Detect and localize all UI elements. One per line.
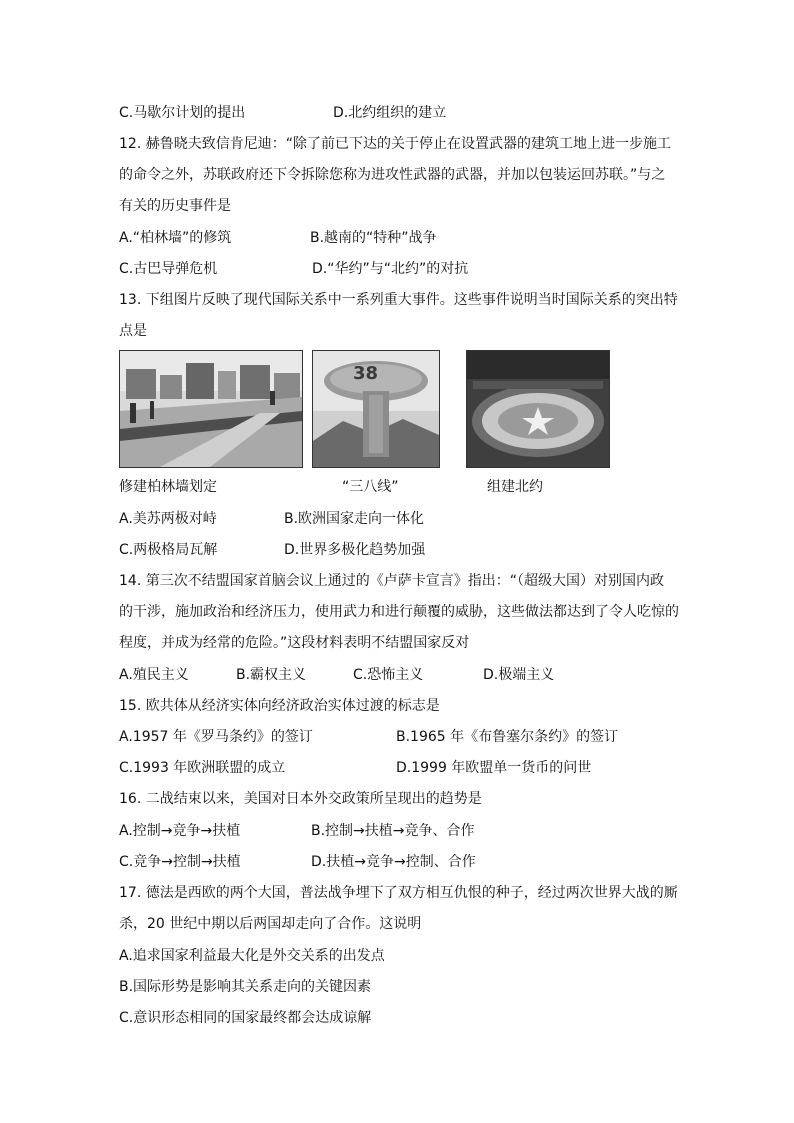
caption-38th-parallel: “三八线” <box>342 479 399 495</box>
caption-nato: 组建北约 <box>487 479 543 495</box>
q15-stem: 15. 欧共体从经济实体向经济政治实体过渡的标志是 <box>119 698 440 714</box>
q14-stem-line-2: 的干涉，施加政治和经济压力，使用武力和进行颠覆的威胁，这些做法都达到了令人吃惊的 <box>119 604 679 620</box>
q14-option-c: C.恐怖主义 <box>353 667 424 683</box>
q13-option-d: D.世界多极化趋势加强 <box>284 542 426 558</box>
q11-option-c: C.马歇尔计划的提出 <box>119 105 246 121</box>
nato-summit-photo-graphic <box>467 351 609 467</box>
q14-stem-line-3: 程度，并成为经常的危险。”这段材料表明不结盟国家反对 <box>119 635 470 651</box>
q16-stem: 16. 二战结束以来，美国对日本外交政策所呈现出的趋势是 <box>119 791 482 807</box>
q17-option-a: A.追求国家利益最大化是外交关系的出发点 <box>119 948 385 964</box>
q13-stem-line-1: 13. 下组图片反映了现代国际关系中一系列重大事件。这些事件说明当时国际关系的突出特 <box>119 292 678 308</box>
q17-option-b: B.国际形势是影响其关系走向的关键因素 <box>119 979 372 995</box>
nato-summit-photo <box>466 350 610 468</box>
q15-option-a: A.1957 年《罗马条约》的签订 <box>119 729 313 745</box>
parallel-marker-number: 38 <box>353 363 379 384</box>
q14-option-d: D.极端主义 <box>483 667 555 683</box>
q15-option-c: C.1993 年欧洲联盟的成立 <box>119 760 286 776</box>
caption-berlin-wall: 修建柏林墙划定 <box>119 479 217 495</box>
q17-stem-line-1: 17. 德法是西欧的两个大国，普法战争埋下了双方相互仇恨的种子，经过两次世界大战的厮 <box>119 885 678 901</box>
q14-option-a: A.殖民主义 <box>119 667 189 683</box>
q17-stem-line-2: 杀，20 世纪中期以后两国却走向了合作。这说明 <box>119 916 422 932</box>
38th-parallel-photo <box>312 350 440 468</box>
q14-stem-line-1: 14. 第三次不结盟国家首脑会议上通过的《卢萨卡宣言》指出：“（超级大国）对别国内政 <box>119 573 664 589</box>
q12-option-a: A.“柏林墙”的修筑 <box>119 230 232 246</box>
q16-option-a: A.控制→竞争→扶植 <box>119 823 241 839</box>
q17-option-c: C.意识形态相同的国家最终都会达成谅解 <box>119 1010 372 1026</box>
q16-option-b: B.控制→扶植→竞争、合作 <box>311 823 475 839</box>
q12-option-c: C.古巴导弹危机 <box>119 261 218 277</box>
q16-option-c: C.竞争→控制→扶植 <box>119 854 241 870</box>
q12-stem-line-2: 的命令之外，苏联政府还下令拆除您称为进攻性武器的武器，并加以包装运回苏联。”与之 <box>119 167 666 183</box>
q13-option-a: A.美苏两极对峙 <box>119 511 217 527</box>
q15-option-d: D.1999 年欧盟单一货币的问世 <box>396 760 592 776</box>
q12-option-b: B.越南的“特种”战争 <box>310 230 437 246</box>
q16-option-d: D.扶植→竞争→控制、合作 <box>311 854 476 870</box>
q13-option-b: B.欧洲国家走向一体化 <box>284 511 425 527</box>
q13-option-c: C.两极格局瓦解 <box>119 542 218 558</box>
berlin-wall-photo <box>119 350 303 468</box>
q15-option-b: B.1965 年《布鲁塞尔条约》的签订 <box>396 729 619 745</box>
q12-stem-line-3: 有关的历史事件是 <box>119 198 231 214</box>
q12-option-d: D.“华约”与“北约”的对抗 <box>312 261 469 277</box>
berlin-wall-photo-graphic <box>120 351 302 467</box>
q13-stem-line-2: 点是 <box>119 323 147 339</box>
q14-option-b: B.霸权主义 <box>236 667 307 683</box>
q12-stem-line-1: 12. 赫鲁晓夫致信肯尼迪：“除了前已下达的关于停止在设置武器的建筑工地上进一步施工 <box>119 136 671 152</box>
q11-option-d: D.北约组织的建立 <box>333 105 447 121</box>
